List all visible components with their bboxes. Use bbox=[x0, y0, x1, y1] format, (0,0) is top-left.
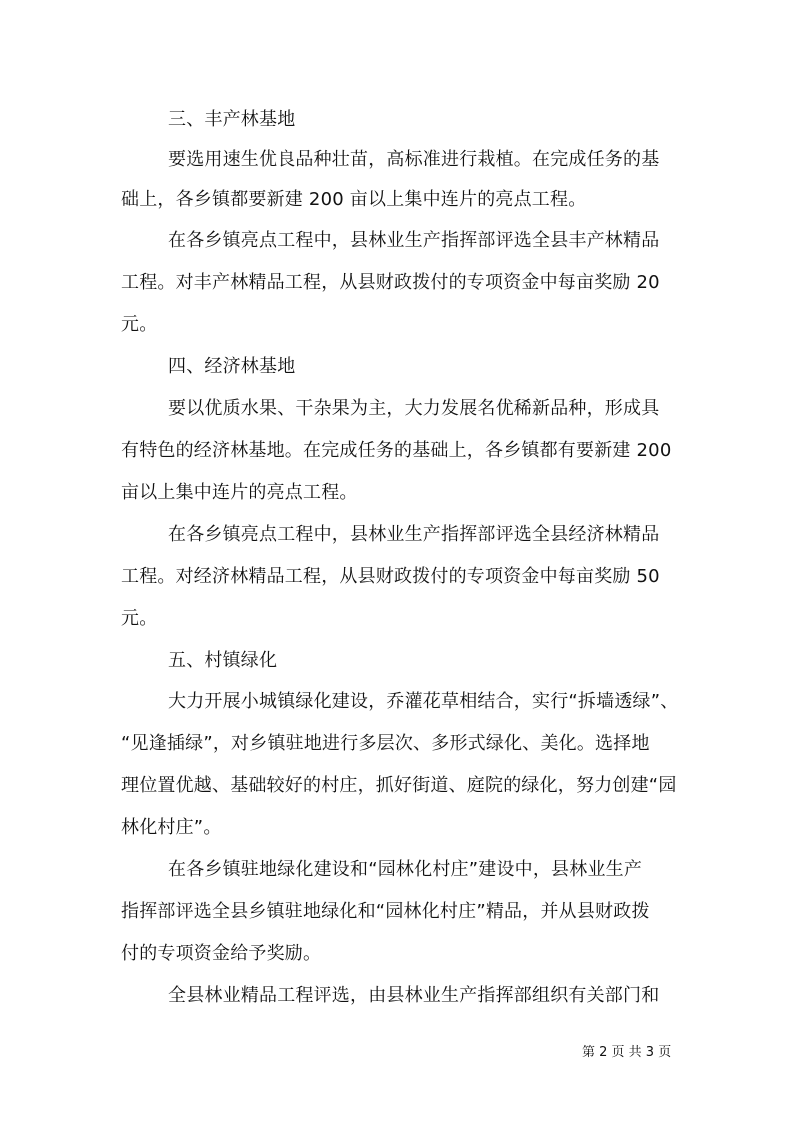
paragraph-line: 础上，各乡镇都要新建 200 亩以上集中连片的亮点工程。 bbox=[121, 189, 587, 210]
paragraph-line: 工程。对经济林精品工程，从县财政拨付的专项资金中每亩奖励 50 bbox=[121, 566, 660, 587]
section-heading: 五、村镇绿化 bbox=[168, 650, 278, 671]
paragraph-line: 要以优质水果、干杂果为主，大力发展名优稀新品种，形成具 bbox=[168, 398, 660, 419]
paragraph-line: 要选用速生优良品种壮苗，高标准进行栽植。在完成任务的基 bbox=[168, 149, 660, 170]
paragraph-line: 在各乡镇驻地绿化建设和“园林化村庄”建设中，县林业生产 bbox=[168, 859, 643, 880]
paragraph-line: 付的专项资金给予奖励。 bbox=[121, 943, 322, 964]
section-heading: 三、丰产林基地 bbox=[168, 109, 296, 130]
paragraph-line: 理位置优越、基础较好的村庄，抓好街道、庭院的绿化，努力创建“园 bbox=[121, 775, 677, 796]
paragraph-line: 在各乡镇亮点工程中，县林业生产指挥部评选全县经济林精品 bbox=[168, 524, 660, 545]
paragraph-line: 有特色的经济林基地。在完成任务的基础上，各乡镇都有要新建 200 bbox=[121, 440, 672, 461]
paragraph-line: 全县林业精品工程评选，由县林业生产指挥部组织有关部门和 bbox=[168, 985, 660, 1006]
paragraph-line: 元。 bbox=[121, 314, 158, 335]
paragraph-line: 大力开展小城镇绿化建设，乔灌花草相结合，实行“拆墙透绿”、 bbox=[168, 691, 679, 712]
paragraph-line: 亩以上集中连片的亮点工程。 bbox=[121, 482, 358, 503]
paragraph-line: “见逢插绿”，对乡镇驻地进行多层次、多形式绿化、美化。选择地 bbox=[121, 733, 650, 754]
paragraph-line: 在各乡镇亮点工程中，县林业生产指挥部评选全县丰产林精品 bbox=[168, 230, 660, 251]
paragraph-line: 指挥部评选全县乡镇驻地绿化和“园林化村庄”精品，并从县财政拨 bbox=[121, 901, 650, 922]
page-number-footer: 第 2 页 共 3 页 bbox=[582, 1045, 672, 1060]
paragraph-line: 工程。对丰产林精品工程，从县财政拨付的专项资金中每亩奖励 20 bbox=[121, 272, 660, 293]
paragraph-line: 林化村庄”。 bbox=[121, 817, 222, 838]
paragraph-line: 元。 bbox=[121, 608, 158, 629]
section-heading: 四、经济林基地 bbox=[168, 356, 296, 377]
